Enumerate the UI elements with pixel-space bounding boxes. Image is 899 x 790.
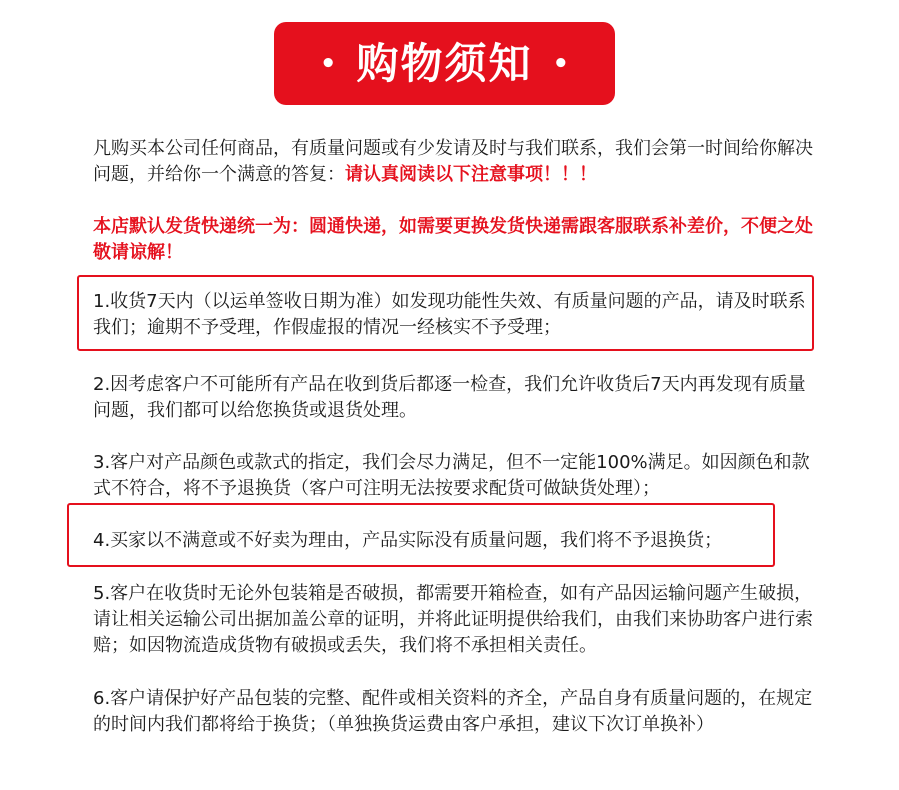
rule-4: 4.买家以不满意或不好卖为理由，产品实际没有质量问题，我们将不予退换货； — [93, 530, 723, 551]
rule-6: 6.客户请保护好产品包装的完整、配件或相关资料的齐全，产品自身有质量问题的，在规定的时间内我们都将给于换货；（单独换货运费由客户承担，建议下次订单换补） — [93, 688, 813, 735]
intro-paragraph — [93, 136, 813, 188]
intro-text: 凡购买本公司任何商品，有质量问题或有少发请及时与我们联系，我们会第一时间给你解决问题，并给你一个满意的答复： — [93, 138, 813, 185]
intro-emphasis: 请认真阅读以下注意事项！！！ — [345, 164, 597, 185]
rule-3: 3.客户对产品颜色或款式的指定，我们会尽力满足，但不一定能100%满足。如因颜色和款式不符合，将不予退换货（客户可注明无法按要求配货可做缺货处理）； — [93, 452, 810, 499]
title-dot-left: • — [319, 48, 337, 79]
rule-5: 5.客户在收货时无论外包装箱是否破损，都需要开箱检查，如有产品因运输问题产生破损，请让相关运输公司出据加盖公章的证明，并将此证明提供给我们，由我们来协助客户进行索赔；如因物流造成货物有破损或丢失，我们将不承担相关责任。 — [93, 583, 813, 656]
shipping-notice: 本店默认发货快递统一为：圆通快递，如需要更换发货快递需跟客服联系补差价，不便之处敬请谅解！ — [93, 216, 813, 263]
title-dot-right: • — [552, 48, 570, 79]
page-title-badge — [274, 22, 615, 105]
page-title: 购物须知 — [356, 38, 533, 88]
rule-2: 2.因考虑客户不可能所有产品在收到货后都逐一检查，我们允许收货后7天内再发现有质量问题，我们都可以给您换货或退货处理。 — [93, 374, 806, 421]
rule-1: 1.收货7天内（以运单签收日期为准）如发现功能性失效、有质量问题的产品，请及时联系我们；逾期不予受理，作假虚报的情况一经核实不予受理； — [93, 291, 806, 338]
